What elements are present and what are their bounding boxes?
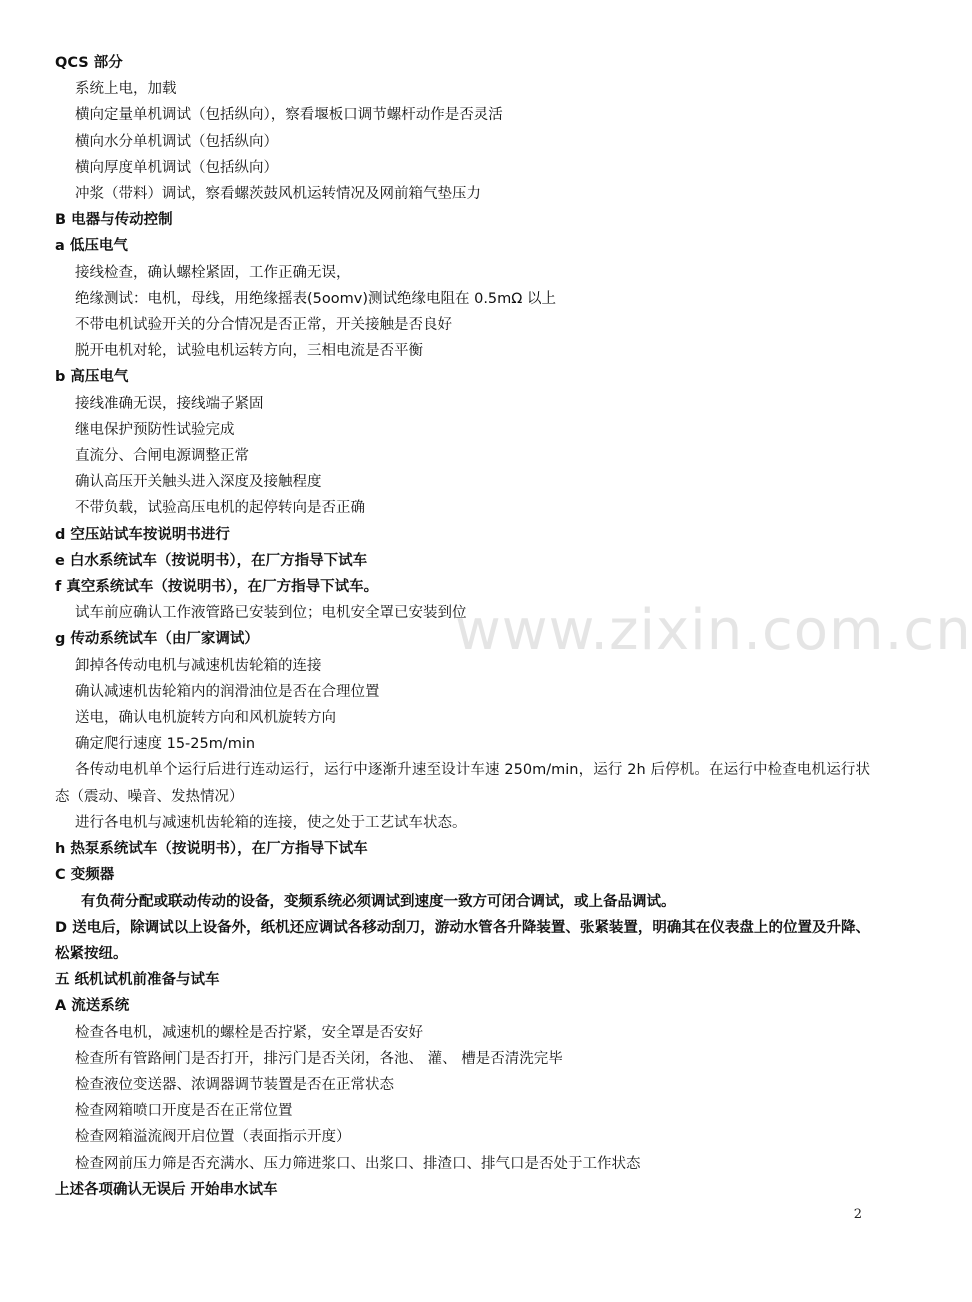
text-line: 进行各电机与减速机齿轮箱的连接，使之处于工艺试车状态。 (75, 814, 467, 831)
text-line: 直流分、合闸电源调整正常 (75, 448, 249, 465)
text-line: 系统上电，加载 (75, 81, 177, 98)
text-line: 各传动电机单个运行后进行连动运行，运行中逐渐升速至设计车速 250m/min，运行 2h 后停机。在运行中检查电机运行状态（震动、噪音、发热情况） (55, 762, 870, 805)
text-line: 冲浆（带料）调试，察看螺茨鼓风机运转情况及网前箱气垫压力 (75, 186, 481, 203)
text-line: 不带电机试验开关的分合情况是否正常，开关接触是否良好 (75, 317, 452, 334)
section-heading: C 变频器 (55, 867, 115, 884)
section-heading: g 传动系统试车（由厂家调试） (55, 631, 259, 648)
text-line: 横向定量单机调试（包括纵向），察看堰板口调节螺杆动作是否灵活 (75, 107, 503, 124)
section-heading: b 高压电气 (55, 369, 129, 386)
text-line: 送电，确认电机旋转方向和风机旋转方向 (75, 710, 336, 727)
text-line: 确认高压开关触头进入深度及接触程度 (75, 474, 322, 491)
text-line: 绝缘测试：电机，母线，用绝缘摇表(5oomv)测试绝缘电阻在 0.5mΩ 以上 (75, 290, 556, 307)
text-line: 试车前应确认工作液管路已安装到位；电机安全罩已安装到位 (75, 605, 467, 622)
text-line: 检查各电机，减速机的螺栓是否拧紧，安全罩是否安好 (75, 1024, 423, 1041)
section-heading: d 空压站试车按说明书进行 (55, 526, 230, 543)
section-heading: A 流送系统 (55, 998, 130, 1015)
text-line: 确认减速机齿轮箱内的润滑油位是否在合理位置 (75, 683, 380, 700)
text-line: 检查网箱溢流阀开启位置（表面指示开度） (75, 1129, 351, 1146)
text-line: 横向厚度单机调试（包括纵向） (75, 159, 278, 176)
section-heading: 有负荷分配或联动传动的设备，变频系统必须调试到速度一致方可闭合调试，或上备品调试。 (81, 893, 676, 910)
text-line: 检查所有管路闸门是否打开，排污门是否关闭，各池、 灌、 槽是否清洗完毕 (75, 1050, 563, 1067)
section-heading: D 送电后，除调试以上设备外，纸机还应调试各移动刮刀，游动水管各升降装置、张紧装置，明确其在仪表盘上的位置及升降、松紧按纽。 (55, 919, 870, 962)
text-line: 检查液位变送器、浓调器调节装置是否在正常状态 (75, 1076, 394, 1093)
page-number: 2 (853, 1207, 862, 1222)
section-heading: a 低压电气 (55, 238, 128, 255)
text-line: 脱开电机对轮，试验电机运转方向，三相电流是否平衡 (75, 343, 423, 360)
text-line: 检查网前压力筛是否充满水、压力筛进浆口、出浆口、排渣口、排气口是否处于工作状态 (75, 1155, 641, 1172)
text-line: 接线准确无误，接线端子紧固 (75, 395, 264, 412)
section-heading: e 白水系统试车（按说明书），在厂方指导下试车 (55, 552, 368, 569)
text-line: 卸掉各传动电机与减速机齿轮箱的连接 (75, 657, 322, 674)
section-heading: B 电器与传动控制 (55, 212, 173, 229)
text-line: 继电保护预防性试验完成 (75, 421, 235, 438)
section-heading: QCS 部分 (55, 55, 123, 71)
watermark: www.zixin.com.cn (455, 598, 972, 663)
text-line: 检查网箱喷口开度是否在正常位置 (75, 1103, 293, 1120)
text-line: 横向水分单机调试（包括纵向） (75, 133, 278, 150)
text-line: 接线检查，确认螺栓紧固，工作正确无误， (75, 264, 351, 281)
text-line: 不带负载，试验高压电机的起停转向是否正确 (75, 500, 365, 517)
section-heading: f 真空系统试车（按说明书），在厂方指导下试车。 (55, 579, 379, 596)
text-line: 确定爬行速度 15-25m/min (75, 736, 256, 753)
section-heading: h 热泵系统试车（按说明书），在厂方指导下试车 (55, 841, 368, 858)
section-heading: 五 纸机试机前准备与试车 (55, 972, 220, 989)
section-heading: 上述各项确认无误后 开始串水试车 (55, 1181, 278, 1198)
